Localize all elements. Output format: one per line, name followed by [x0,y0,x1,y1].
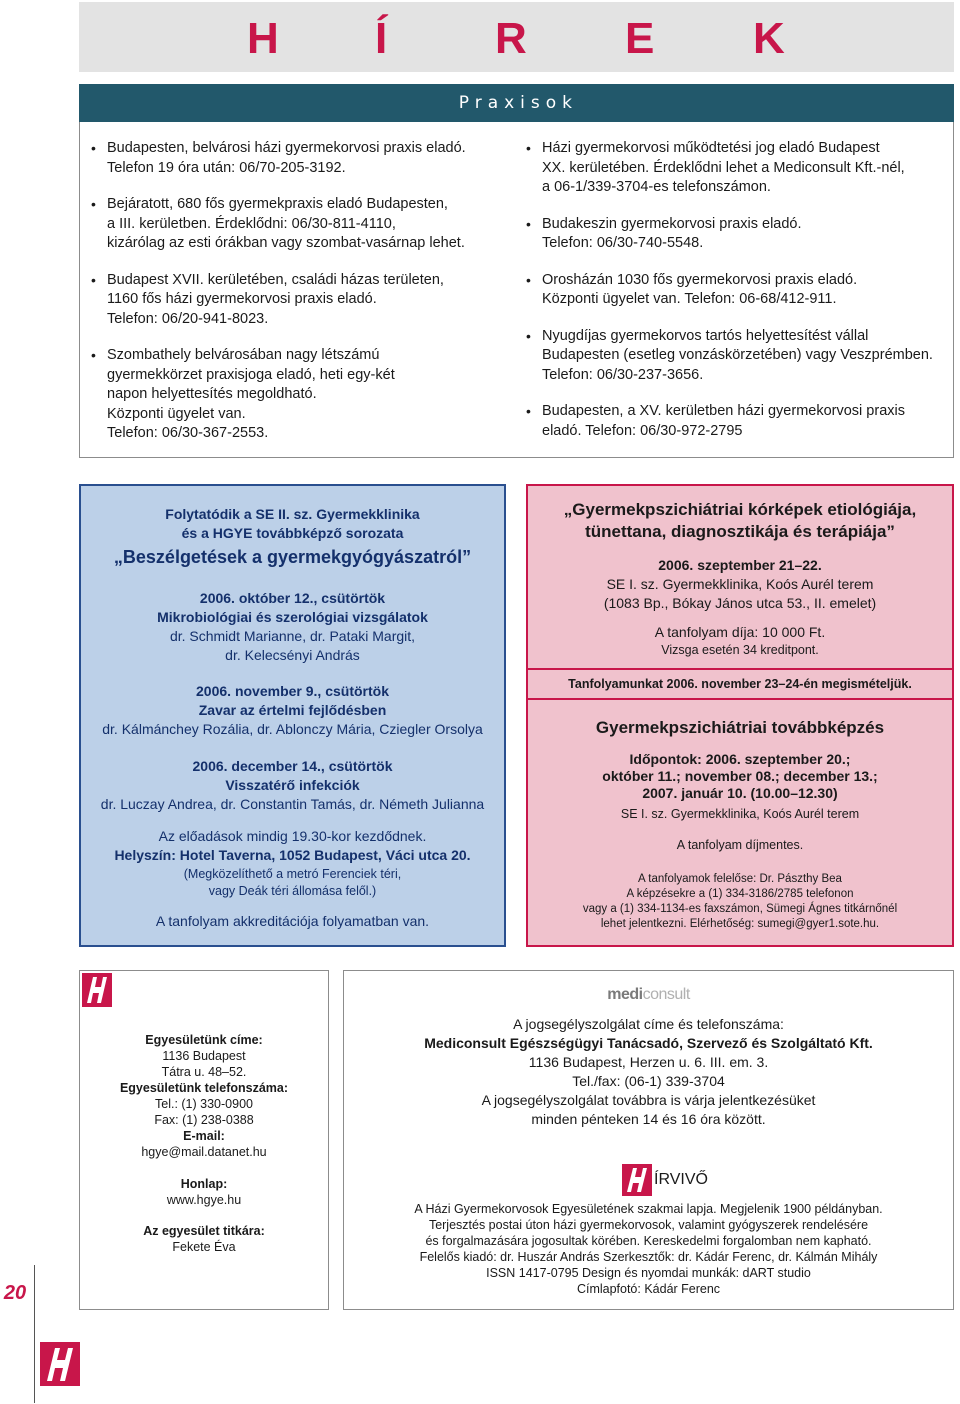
course-place: SE I. sz. Gyermekklinika, Koós Aurél terem [606,576,874,592]
header-letter: K [753,14,785,63]
phone: Tel.: (1) 330-0900 [155,1097,253,1111]
lecture-time: Az előadások mindig 19.30-kor kezdődnek. [158,828,427,844]
legal-aid-note: A jogsegélyszolgálat továbbra is várja jelentkezésüket [481,1092,816,1108]
mediconsult-logo [344,985,953,1004]
secretary-name: Fekete Éva [172,1240,236,1254]
course-box [526,484,954,947]
event-speakers: dr. Kelecsényi András [225,647,360,663]
listings-right-column [514,139,954,458]
contact-info: A tanfolyamok felelőse: Dr. Pászthy Bea [638,873,842,885]
course-title: tünettana, diagnosztikája és terápiája” [585,522,895,541]
imprint-line: Felelős kiadó: dr. Huszár András Szerkesztők: dr. Kádár Ferenc, dr. Kálmán Mihály [419,1250,878,1264]
fax: Fax: (1) 238-0388 [154,1113,254,1127]
company-name: Mediconsult Egészségügyi Tanácsadó, Szervező és Szolgáltató Kft. [424,1035,873,1051]
event-speakers: dr. Luczay Andrea, dr. Constantin Tamás, dr. Németh Julianna [100,796,485,812]
hirvivo-h-icon [622,1164,652,1196]
legal-aid-intro: A jogsegélyszolgálat címe és telefonszáma: [513,1016,784,1032]
page-rule [34,1265,35,1403]
event-title: Zavar az értelmi fejlődésben [198,702,387,718]
course-credits: Vizsga esetén 34 kreditpont. [661,643,819,657]
imprint-line: Terjesztés postai úton házi gyermekorvosok, valamint gyógyszerek rendelésére [428,1218,869,1232]
list-item: • Budakeszin gyermekorvosi praxis eladó. Telefon: 06/30-740-5548. [514,215,954,254]
address-line: Tátra u. 48–52. [161,1065,247,1079]
phone-label: Egyesületünk telefonszáma: [119,1081,289,1095]
imprint-line: és forgalmazására jogosultak körében. Kereskedelmi forgalomban nem kapható. [425,1234,872,1248]
list-item: • Szombathely belvárosában nagy létszámú gyermekkörzet praxisjoga eladó, heti egy-két napon helyettesítés megoldható. Központi ügyelet van. Telefon: 06/30-367-2553. [79,346,499,444]
section-title: Praxisok [458,93,578,113]
header-letter: R [495,14,527,63]
hgye-logo-icon [82,973,112,1007]
course2-place: SE I. sz. Gyermekklinika, Koós Aurél terem [620,807,860,821]
event-speakers: dr. Kálmánchey Rozália, dr. Ablonczy Mária, Cziegler Orsolya [102,721,483,737]
hgye-footer-logo-icon [40,1342,80,1386]
web-url: www.hgye.hu [166,1193,242,1207]
contact-info: vagy a (1) 334-1134-es faxszámon, Sümegi Ágnes titkárnőnél [582,903,898,915]
listings-left-column [79,139,499,461]
course2-free: A tanfolyam díjmentes. [676,838,804,852]
access-note: (Megközelíthető a metró Ferenciek téri, [183,867,402,881]
course2-dates: október 11.; november 08.; december 13.; [602,768,878,784]
course-title: „Gyermekpszichiátriai kórképek etiológiája, [563,500,917,519]
logo-part: consult [642,986,690,1003]
association-contact-box [79,970,329,1310]
repeat-note: Tanfolyamunkat 2006. november 23–24-én megismételjük. [568,677,912,691]
divider [528,698,952,700]
hirvivo-logo [344,1164,953,1194]
divider [528,668,952,670]
event-date: 2006. november 9., csütörtök [196,683,389,699]
course2-dates: Időpontok: 2006. szeptember 20.; [629,751,851,767]
email-label: E-mail: [183,1129,225,1143]
web-label: Honlap: [180,1177,228,1191]
course2-dates: 2007. január 10. (10.00–12.30) [642,785,838,801]
hirvivo-word: ÍRVIVŐ [654,1171,708,1188]
accreditation-note: A tanfolyam akkreditációja folyamatban van. [155,913,430,929]
section-bar [79,84,954,122]
course-place: (1083 Bp., Bókay János utca 53., II. emelet) [603,595,877,611]
course-fee: A tanfolyam díja: 10 000 Ft. [654,624,826,640]
mediconsult-box [343,970,954,1310]
list-item: • Budapest XVII. kerületében, családi házas területen, 1160 fős házi gyermekorvosi praxis eladó. Telefon: 06/20-941-8023. [79,271,499,330]
series-title: „Beszélgetések a gyermekgyógyászatról” [113,547,472,567]
list-item: • Budapesten, a XV. kerületben házi gyermekorvosi praxis eladó. Telefon: 06/30-972-2795 [514,402,954,441]
lecture-series-box [79,484,506,947]
event-date: 2006. október 12., csütörtök [199,590,386,606]
imprint-line: ISSN 1417-0795 Design és nyomdai munkák: dART studio [486,1266,811,1280]
list-item: • Orosházán 1030 fős gyermekorvosi praxis eladó. Központi ügyelet van. Telefon: 06-68/412-911. [514,271,954,310]
header-letter: Í [375,14,388,63]
header-letter: H [247,14,279,63]
list-item: • Házi gyermekorvosi működtetési jog eladó Budapest XX. kerületében. Érdeklődni lehet a Mediconsult Kft.-nél, a 06-1/339-3704-es telefonszámon. [514,139,954,198]
legal-aid-hours: minden pénteken 14 és 16 óra között. [531,1111,766,1127]
header-letter: E [625,14,655,63]
series-intro: és a HGYE továbbképző sorozata [181,525,404,541]
imprint-line: Címlapfotó: Kádár Ferenc [576,1282,721,1296]
course2-title: Gyermekpszichiátriai továbbképzés [595,718,885,737]
secretary-label: Az egyesület titkára: [143,1224,265,1238]
venue: Helyszín: Hotel Taverna, 1052 Budapest, Váci utca 20. [114,847,471,863]
company-telfax: Tel./fax: (06-1) 339-3704 [572,1073,725,1089]
series-intro: Folytatódik a SE II. sz. Gyermekklinika [165,506,420,522]
event-title: Mikrobiológiai és szerológiai vizsgálatok [157,609,428,625]
address-label: Egyesületünk címe: [145,1033,263,1047]
address-line: 1136 Budapest [162,1049,246,1063]
contact-info: A képzésekre a (1) 334-3186/2785 telefonon [626,888,854,900]
event-title: Visszatérő infekciók [225,777,360,793]
contact-info: lehet jelentkezni. Elérhetőség: sumegi@gyer1.sote.hu. [600,918,880,930]
email: hgye@mail.datanet.hu [141,1145,267,1159]
logo-part: medi [607,986,643,1003]
list-item: • Bejáratott, 680 fős gyermekpraxis eladó Budapesten, a III. kerületben. Érdeklődni: 06/30-811-4110, kizárólag az esti órákban vagy szombat-vasárnap lehet. [79,195,499,254]
company-address: 1136 Budapest, Herzen u. 6. III. em. 3. [528,1054,769,1070]
course-date: 2006. szeptember 21–22. [658,557,822,573]
page-number: 20 [3,1282,27,1304]
imprint-line: A Házi Gyermekorvosok Egyesületének szakmai lapja. Megjelenik 1900 példányban. [414,1202,883,1216]
list-item: • Budapesten, belvárosi házi gyermekorvosi praxis eladó. Telefon 19 óra után: 06/70-205-3192. [79,139,499,178]
header-band [79,2,954,72]
access-note: vagy Deák téri állomása felől.) [208,884,377,898]
event-speakers: dr. Schmidt Marianne, dr. Pataki Margit, [169,628,416,644]
list-item: • Nyugdíjas gyermekorvos tartós helyettesítést vállal Budapesten (esetleg vonzáskörzetében) vagy Veszprémben. Telefon: 06/30-237-3656. [514,327,954,386]
event-date: 2006. december 14., csütörtök [192,758,393,774]
